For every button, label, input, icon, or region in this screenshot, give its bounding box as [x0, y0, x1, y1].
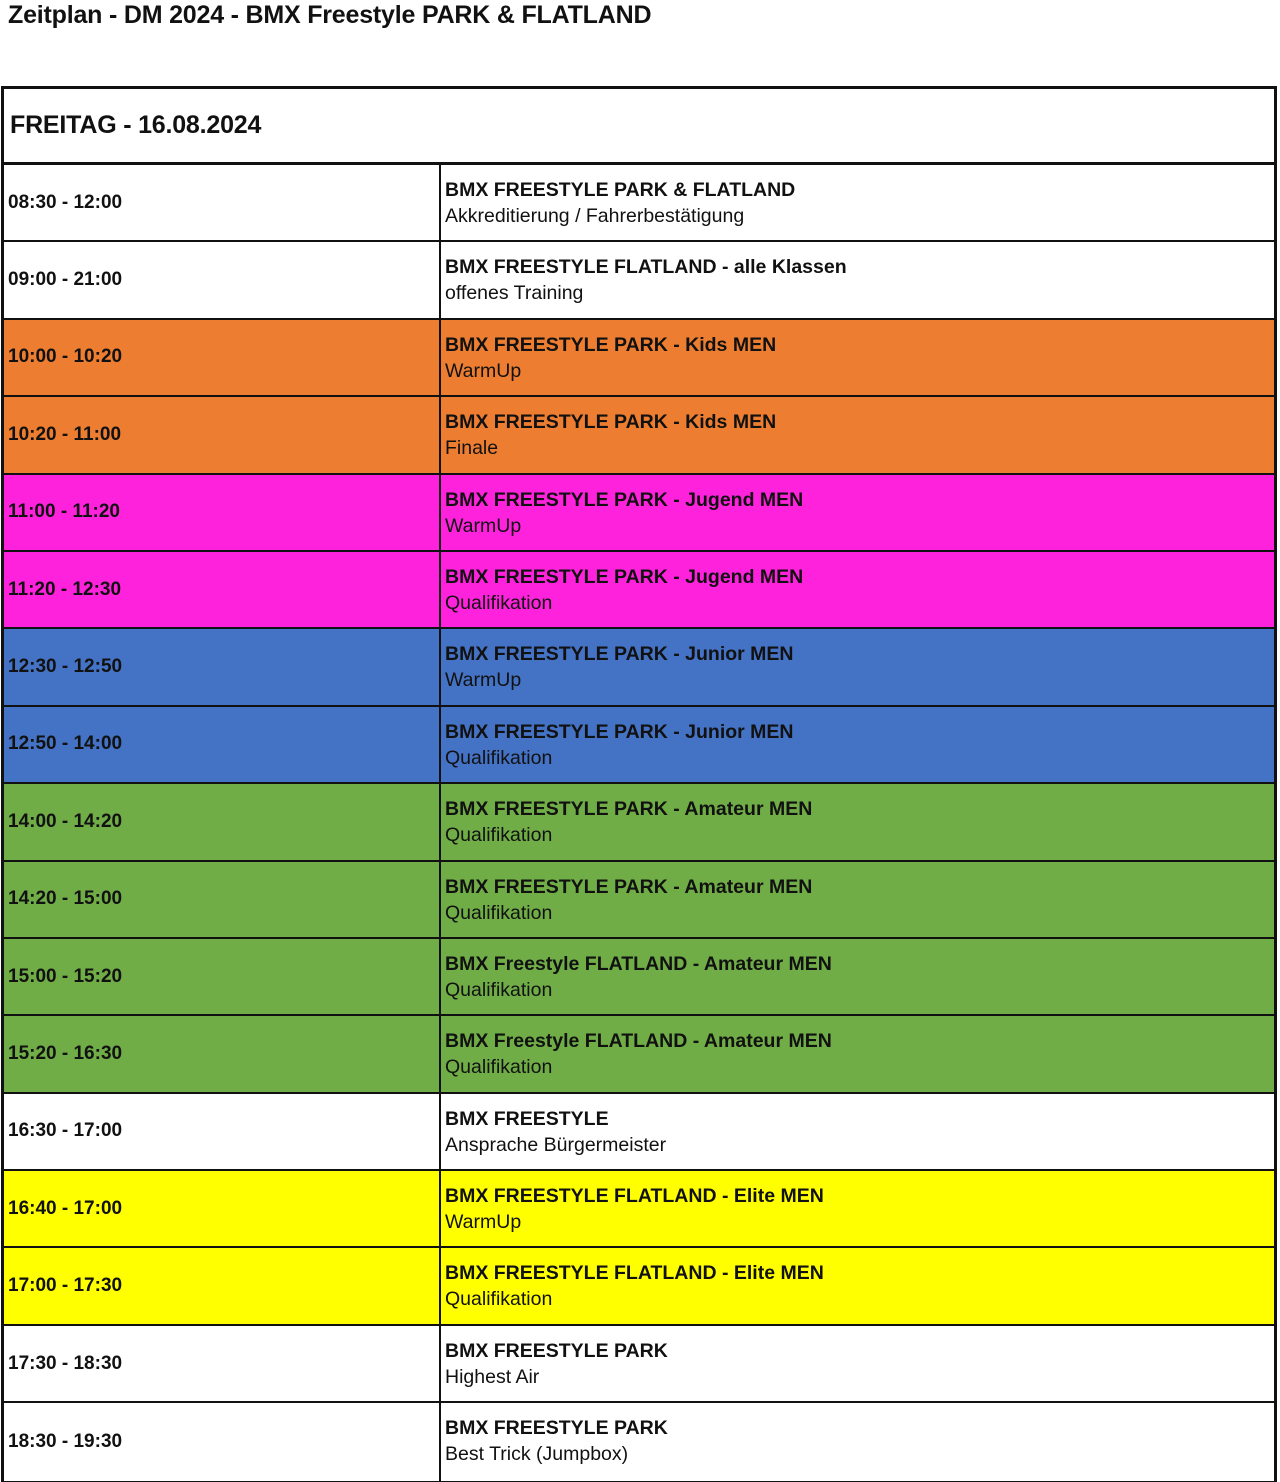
event-cell [441, 475, 1274, 550]
event-cell [441, 862, 1274, 937]
time-cell: 10:20 - 11:00 [4, 397, 441, 472]
event-cell [441, 1248, 1274, 1323]
schedule-row [4, 629, 1274, 706]
schedule-row [4, 939, 1274, 1016]
event-subtitle: WarmUp [445, 669, 522, 692]
event-cell [441, 784, 1274, 859]
event-title: BMX FREESTYLE PARK - Junior MEN [445, 720, 794, 743]
event-subtitle: Qualifikation [445, 824, 553, 847]
event-cell [441, 1403, 1274, 1480]
event-title: BMX FREESTYLE PARK [445, 1417, 668, 1440]
schedule-table [1, 86, 1277, 1482]
event-subtitle: Qualifikation [445, 1288, 553, 1311]
event-cell [441, 242, 1274, 317]
schedule-row [4, 707, 1274, 784]
time-cell: 11:00 - 11:20 [4, 475, 441, 550]
schedule-row [4, 1248, 1274, 1325]
event-title: BMX FREESTYLE PARK - Amateur MEN [445, 875, 813, 898]
event-title: BMX FREESTYLE PARK & FLATLAND [445, 179, 796, 201]
time-cell: 15:20 - 16:30 [4, 1016, 441, 1091]
event-title: BMX FREESTYLE PARK [445, 1339, 668, 1362]
time-cell: 17:30 - 18:30 [4, 1326, 441, 1401]
event-subtitle: Qualifikation [445, 978, 553, 1001]
event-subtitle: Best Trick (Jumpbox) [445, 1443, 629, 1466]
time-cell: 18:30 - 19:30 [4, 1403, 441, 1480]
event-cell [441, 165, 1274, 240]
event-subtitle: Finale [445, 437, 499, 460]
event-title: BMX FREESTYLE PARK - Kids MEN [445, 411, 777, 434]
time-cell: 12:50 - 14:00 [4, 707, 441, 782]
time-cell: 17:00 - 17:30 [4, 1248, 441, 1323]
event-subtitle: Qualifikation [445, 1056, 553, 1079]
time-cell: 09:00 - 21:00 [4, 242, 441, 317]
event-subtitle: Qualifikation [445, 746, 553, 769]
schedule-row [4, 1171, 1274, 1248]
event-title: BMX Freestyle FLATLAND - Amateur MEN [445, 1030, 832, 1053]
schedule-row [4, 242, 1274, 319]
time-cell: 16:30 - 17:00 [4, 1094, 441, 1169]
event-title: BMX FREESTYLE PARK - Amateur MEN [445, 798, 813, 821]
event-subtitle: Akkreditierung / Fahrerbestätigung [445, 205, 745, 227]
time-cell: 11:20 - 12:30 [4, 552, 441, 627]
event-subtitle: Highest Air [445, 1365, 540, 1388]
schedule-row [4, 1016, 1274, 1093]
schedule-row [4, 784, 1274, 861]
schedule-row [4, 475, 1274, 552]
event-title: BMX FREESTYLE FLATLAND - Elite MEN [445, 1185, 824, 1208]
event-subtitle: offenes Training [445, 282, 584, 305]
event-cell [441, 1094, 1274, 1169]
schedule-row [4, 862, 1274, 939]
time-cell: 15:00 - 15:20 [4, 939, 441, 1014]
time-cell: 16:40 - 17:00 [4, 1171, 441, 1246]
schedule-rows [4, 165, 1274, 1481]
event-title: BMX FREESTYLE PARK - Junior MEN [445, 643, 794, 666]
document-title: Zeitplan - DM 2024 - BMX Freestyle PARK & FLATLAND [8, 1, 652, 29]
event-title: BMX FREESTYLE PARK - Jugend MEN [445, 488, 804, 511]
schedule-row [4, 397, 1274, 474]
time-cell: 14:20 - 15:00 [4, 862, 441, 937]
schedule-row [4, 1326, 1274, 1403]
schedule-row [4, 1403, 1274, 1480]
time-cell: 14:00 - 14:20 [4, 784, 441, 859]
event-cell [441, 397, 1274, 472]
time-cell: 10:00 - 10:20 [4, 320, 441, 395]
event-title: BMX FREESTYLE PARK - Kids MEN [445, 333, 777, 356]
event-subtitle: Ansprache Bürgermeister [445, 1133, 667, 1156]
event-subtitle: Qualifikation [445, 591, 553, 614]
schedule-row [4, 1094, 1274, 1171]
event-cell [441, 320, 1274, 395]
event-cell [441, 1016, 1274, 1091]
time-cell: 12:30 - 12:50 [4, 629, 441, 704]
event-cell [441, 1171, 1274, 1246]
schedule-row [4, 552, 1274, 629]
event-title: BMX FREESTYLE [445, 1107, 609, 1130]
event-subtitle: Qualifikation [445, 901, 553, 924]
schedule-row [4, 165, 1274, 242]
event-cell [441, 552, 1274, 627]
event-subtitle: WarmUp [445, 514, 522, 537]
event-title: BMX Freestyle FLATLAND - Amateur MEN [445, 952, 832, 975]
event-cell [441, 707, 1274, 782]
day-header: FREITAG - 16.08.2024 [4, 89, 1274, 165]
event-title: BMX FREESTYLE FLATLAND - alle Klassen [445, 256, 847, 279]
event-title: BMX FREESTYLE PARK - Jugend MEN [445, 565, 804, 588]
event-cell [441, 939, 1274, 1014]
event-subtitle: WarmUp [445, 359, 522, 382]
time-cell: 08:30 - 12:00 [4, 165, 441, 240]
event-title: BMX FREESTYLE FLATLAND - Elite MEN [445, 1262, 824, 1285]
event-cell [441, 629, 1274, 704]
event-cell [441, 1326, 1274, 1401]
event-subtitle: WarmUp [445, 1211, 522, 1234]
schedule-row [4, 320, 1274, 397]
